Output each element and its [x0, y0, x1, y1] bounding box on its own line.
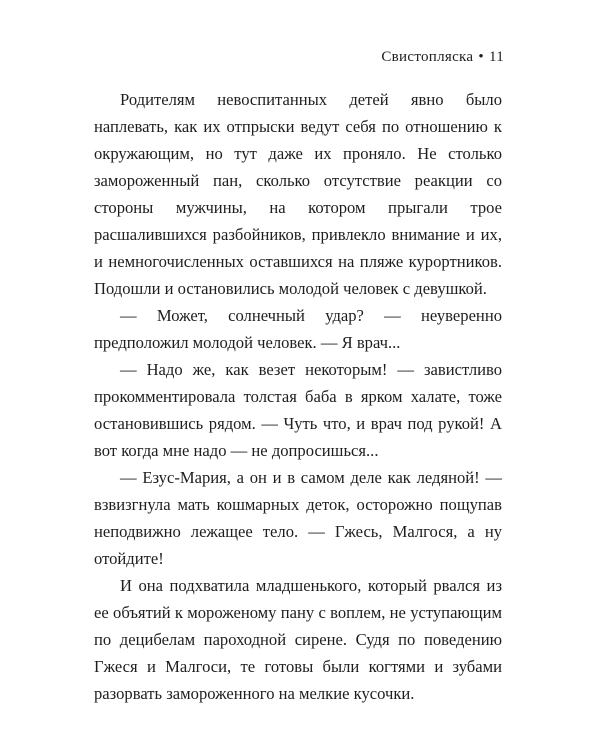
paragraph-dialogue-doctor: — Может, солнечный удар? — неуверенно предположил молодой человек. — Я врач... — [94, 306, 502, 352]
header-separator: • — [478, 49, 484, 65]
book-title: Свистопляска — [381, 49, 474, 65]
paragraph-narration-2: И она подхватила младшенького, который рвался из ее объятий к мороженому пану с воплем, не уступающим по децибелам пароходной сирене. Судя по поведению Гжеся и Малгоси, те готовы были когтями и зубами разорвать замороженного на мелкие кусочки. — [94, 576, 502, 703]
paragraph-dialogue-woman: — Надо же, как везет некоторым! — завистливо прокомментировала толстая баба в ярком халате, тоже остановившись рядом. — Чуть что, и врач под рукой! А вот когда мне надо — не допросишься... — [94, 360, 502, 460]
page-number: 11 — [488, 49, 504, 65]
running-header — [381, 49, 504, 66]
body-text — [94, 86, 502, 707]
paragraph-narration-1: Родителям невоспитанных детей явно было наплевать, как их отпрыски ведут себя по отношению к окружающим, но тут даже их проняло. Не столько замороженный пан, сколько отсутствие реакции со стороны мужчины, на котором прыгали трое расшалившихся разбойников, привлекло внимание и их, и немногочисленных оставшихся на пляже курортников. Подошли и остановились молодой человек с девушкой. — [94, 90, 502, 298]
paragraph-dialogue-mother: — Езус-Мария, а он и в самом деле как ледяной! — взвизгнула мать кошмарных деток, осторожно пощупав неподвижно лежащее тело. — Гжесь, Малгося, а ну отойдите! — [94, 468, 502, 568]
